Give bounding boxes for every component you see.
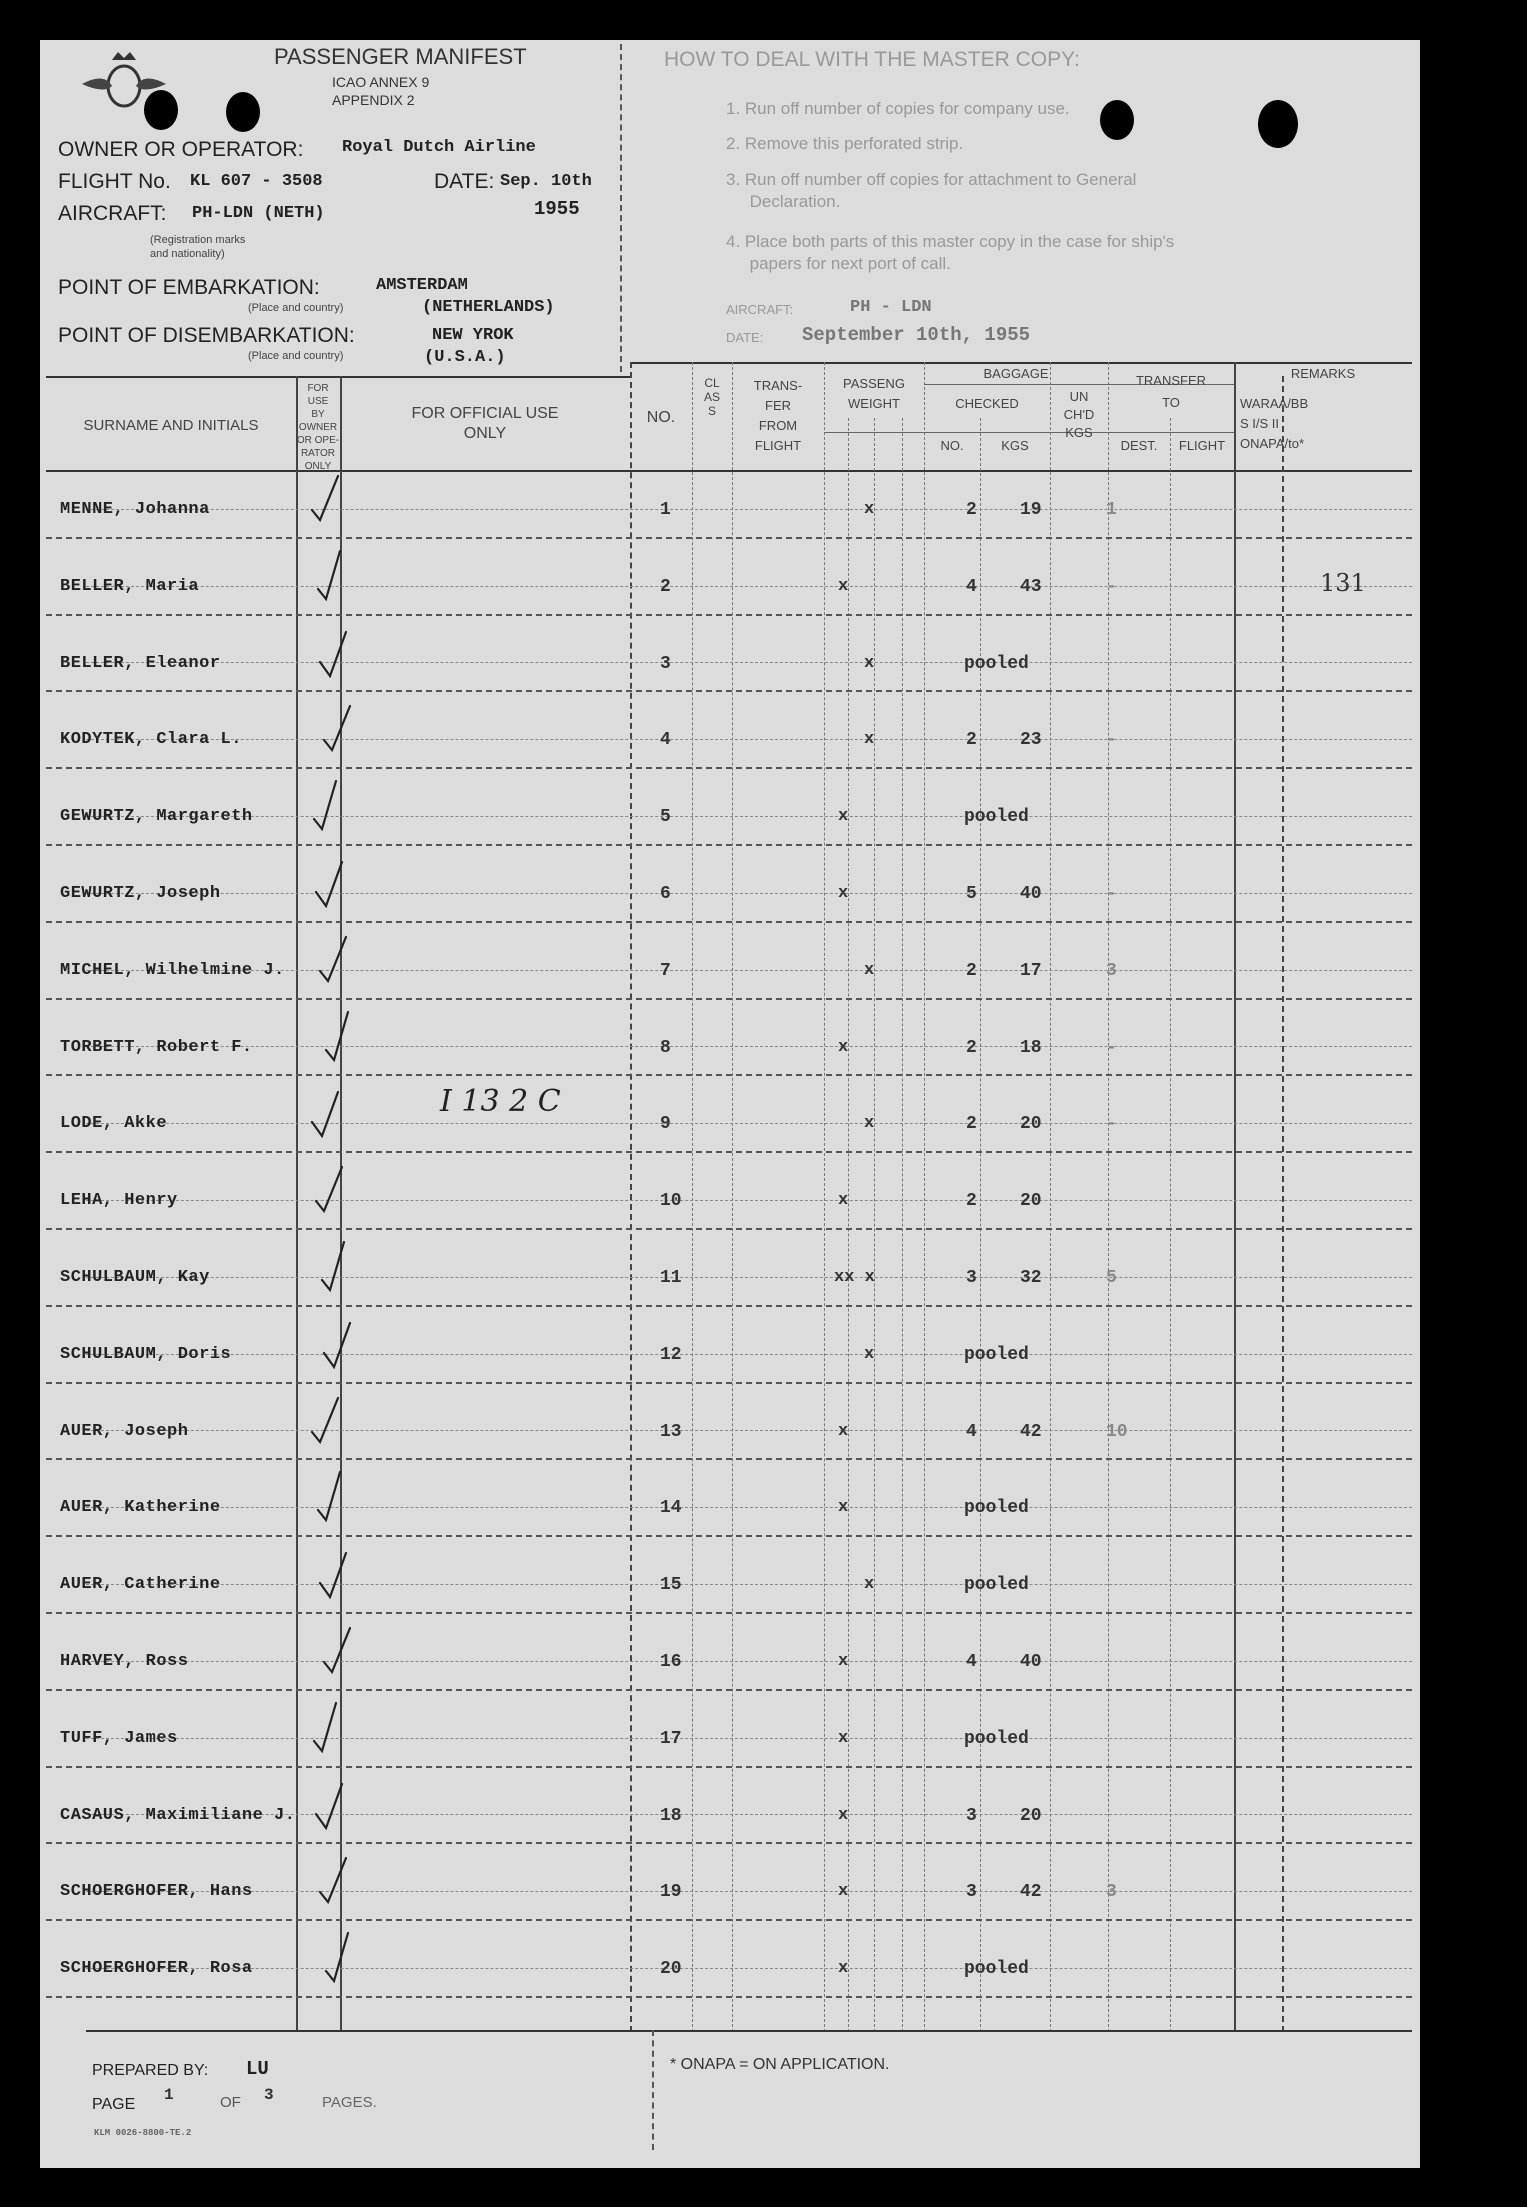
row-rule (46, 690, 1412, 692)
master-copy-heading: HOW TO DEAL WITH THE MASTER COPY: (664, 48, 1080, 71)
header-bottom-rule (46, 470, 1412, 472)
passenger-name: SCHULBAUM, Doris (60, 1344, 232, 1364)
passenger-no: 17 (660, 1728, 682, 1749)
row-rule (46, 1996, 1412, 1998)
bag-kgs: 42 (1020, 1882, 1042, 1903)
checkmark-icon (314, 1163, 344, 1215)
bag-kgs: 19 (1020, 500, 1042, 520)
date-value: Sep. 10th (500, 172, 592, 191)
remark: 131 (1320, 568, 1366, 597)
passenger-name: MENNE, Johanna (60, 500, 210, 519)
header-passeng-weight: PASSENG WEIGHT (843, 376, 905, 411)
disembarkation-sub: (Place and country) (248, 350, 344, 362)
prepared-by-label: PREPARED BY: (92, 2062, 209, 2079)
header-class: CLASS (703, 376, 720, 418)
passenger-name: LODE, Akke (60, 1114, 168, 1134)
unchecked-kgs: 3 (1106, 960, 1117, 981)
row-rule (86, 1507, 1412, 1508)
registration-note: (Registration marks (150, 234, 246, 246)
weight-mark: x (838, 807, 849, 827)
passenger-name: BELLER, Eleanor (60, 653, 221, 673)
bag-kgs: 40 (1020, 1652, 1042, 1672)
passenger-no: 2 (660, 576, 671, 597)
embarkation-value: AMSTERDAM (376, 276, 468, 295)
strip-date-value: September 10th, 1955 (802, 324, 1031, 346)
disembarkation-label: POINT OF DISEMBARKATION: (58, 324, 355, 347)
page-label: PAGE (92, 2096, 136, 2113)
passenger-name: LEHA, Henry (60, 1191, 178, 1211)
flight-value: KL 607 - 3508 (190, 172, 323, 191)
appendix-line: APPENDIX 2 (332, 92, 415, 108)
row-rule (86, 1584, 1412, 1585)
row-rule (46, 1151, 1412, 1153)
weight-mark: xx x (834, 1268, 875, 1287)
bag-count: 5 (966, 884, 977, 904)
bag-count: pooled (964, 1498, 1029, 1519)
row-rule (46, 844, 1412, 846)
bag-kgs: 20 (1020, 1191, 1042, 1212)
checkmark-icon (322, 1624, 352, 1676)
header-checked-no: NO. (940, 438, 964, 453)
flight-label: FLIGHT No. (58, 170, 171, 193)
instruction-3: 3. Run off number off copies for attachment to General (726, 170, 1137, 189)
bag-count: pooled (964, 807, 1029, 828)
row-rule (86, 1123, 1412, 1124)
row-rule (86, 970, 1412, 971)
unchecked-kgs: 1 (1106, 500, 1117, 520)
footnote: * ONAPA = ON APPLICATION. (670, 2056, 890, 2073)
row-rule (86, 1968, 1412, 1969)
row-rule (86, 1200, 1412, 1201)
header-remarks-codes: WARAA/BB S I/S II ONAPA/to* (1240, 396, 1309, 451)
instruction-4-cont: papers for next port of call. (726, 254, 951, 273)
passenger-no: 4 (660, 730, 671, 751)
passenger-name: TORBETT, Robert F. (60, 1037, 253, 1057)
weight-mark: x (864, 1344, 875, 1364)
manifest-sheet (40, 40, 1420, 2168)
header-checked: CHECKED (955, 396, 1019, 411)
passenger-no: 20 (660, 1959, 682, 1980)
weight-mark: x (838, 1652, 849, 1671)
unchecked-kgs: - (1106, 730, 1117, 751)
bag-count: 3 (966, 1805, 977, 1826)
bag-kgs: 20 (1020, 1805, 1042, 1826)
weight-mark: x (864, 730, 875, 750)
row-rule (46, 1689, 1412, 1691)
header-unchecked: UN CH'D KGS (1063, 389, 1095, 440)
bag-count: pooled (964, 1959, 1029, 1980)
weight-mark: x (838, 1191, 849, 1211)
passenger-name: KODYTEK, Clara L. (60, 730, 242, 750)
passenger-name: AUER, Katherine (60, 1498, 221, 1518)
header-official-use: FOR OFFICIAL USE ONLY (411, 405, 559, 442)
row-rule (46, 1612, 1412, 1614)
col-rule (732, 362, 733, 2032)
row-rule (46, 614, 1412, 616)
of-label: OF (220, 2094, 241, 2111)
weight-mark: x (838, 576, 849, 596)
header-no: NO. (646, 409, 676, 426)
unchecked-kgs: 10 (1106, 1421, 1128, 1442)
weight-mark: x (864, 653, 875, 673)
row-rule (46, 767, 1412, 769)
checkmark-icon (318, 1854, 348, 1906)
weight-mark: x (838, 1728, 849, 1748)
bag-count: 4 (966, 1652, 977, 1672)
sub-header-rule (1108, 432, 1234, 433)
weight-mark: x (838, 1037, 849, 1057)
row-rule (86, 1430, 1412, 1431)
date-year: 1955 (534, 198, 580, 220)
bag-kgs: 43 (1020, 576, 1042, 597)
row-rule (46, 1458, 1412, 1460)
row-rule (46, 1228, 1412, 1230)
passenger-name: SCHOERGHOFER, Rosa (60, 1959, 253, 1979)
passenger-no: 15 (660, 1575, 682, 1596)
strip-date-label: DATE: (726, 330, 764, 345)
passenger-no: 11 (660, 1268, 682, 1288)
table-top-rule-right (630, 362, 1412, 364)
col-rule (1170, 418, 1171, 2032)
row-rule (86, 1046, 1412, 1047)
passenger-no: 10 (660, 1191, 682, 1212)
header-baggage: BAGGAGE (983, 366, 1049, 381)
bag-kgs: 18 (1020, 1037, 1042, 1058)
weight-mark: x (838, 1421, 849, 1441)
header-remarks: REMARKS (1290, 366, 1356, 381)
passenger-no: 12 (660, 1344, 682, 1365)
header-surname: SURNAME AND INITIALS (83, 417, 259, 434)
annex-line: ICAO ANNEX 9 (332, 74, 430, 90)
row-rule (86, 739, 1412, 740)
checkmark-icon (310, 779, 340, 831)
checkmark-icon (310, 1394, 340, 1446)
punch-hole (1100, 100, 1134, 140)
passenger-no: 13 (660, 1421, 682, 1442)
unchecked-kgs: 5 (1106, 1268, 1117, 1288)
passenger-no: 19 (660, 1882, 682, 1903)
row-rule (46, 921, 1412, 923)
punch-hole (226, 92, 260, 132)
passenger-name: BELLER, Maria (60, 576, 200, 596)
bag-kgs: 23 (1020, 730, 1042, 751)
row-rule (86, 586, 1412, 587)
weight-mark: x (838, 1882, 849, 1902)
aircraft-value: PH-LDN (NETH) (192, 204, 325, 223)
passenger-name: SCHULBAUM, Kay (60, 1268, 210, 1287)
instruction-2: 2. Remove this perforated strip. (726, 134, 964, 153)
row-rule (86, 1891, 1412, 1892)
row-rule (46, 1919, 1412, 1921)
passenger-no: 8 (660, 1037, 671, 1058)
checkmark-icon (314, 1470, 344, 1522)
col-rule (1108, 362, 1109, 2032)
row-rule (46, 537, 1412, 539)
passenger-no: 18 (660, 1805, 682, 1826)
row-rule (46, 1074, 1412, 1076)
header-dest: DEST. (1120, 438, 1158, 453)
checkmark-icon (318, 1240, 348, 1292)
bag-count: pooled (964, 1728, 1029, 1749)
owner-label: OWNER OR OPERATOR: (58, 138, 304, 161)
table-top-rule (46, 376, 630, 378)
row-rule (46, 1535, 1412, 1537)
checkmark-icon (310, 1701, 340, 1753)
bag-count: 3 (966, 1882, 977, 1903)
bag-count: 2 (966, 1191, 977, 1212)
row-rule (86, 893, 1412, 894)
weight-mark: x (838, 884, 849, 903)
bag-count: 2 (966, 1037, 977, 1058)
passenger-name: GEWURTZ, Margareth (60, 807, 253, 827)
checkmark-icon (322, 702, 352, 754)
checkmark-icon (318, 1547, 348, 1599)
official-note: I 13 2 C (440, 1084, 561, 1119)
bag-count: 2 (966, 500, 977, 520)
passenger-no: 16 (660, 1652, 682, 1672)
passenger-name: HARVEY, Ross (60, 1652, 189, 1671)
owner-value: Royal Dutch Airline (342, 138, 536, 157)
passenger-name: SCHOERGHOFER, Hans (60, 1882, 253, 1902)
embarkation-sub: (Place and country) (248, 302, 344, 314)
row-rule (86, 509, 1412, 510)
bag-kgs: 32 (1020, 1268, 1042, 1288)
passenger-no: 6 (660, 884, 671, 904)
weight-mark: x (864, 960, 875, 980)
bag-count: 4 (966, 576, 977, 597)
passenger-no: 1 (660, 500, 671, 520)
bag-count: 2 (966, 730, 977, 751)
prepared-by-value: LU (246, 2058, 269, 2080)
weight-mark: x (838, 1805, 849, 1825)
strip-aircraft-value: PH - LDN (850, 298, 932, 317)
unchecked-kgs: - (1106, 1114, 1117, 1135)
perforation-line (652, 2030, 654, 2150)
row-rule (86, 1738, 1412, 1739)
bag-count: pooled (964, 1575, 1029, 1596)
col-rule (296, 376, 298, 2032)
bag-kgs: 40 (1020, 884, 1042, 904)
bag-count: pooled (964, 1344, 1029, 1365)
header-transfer-to: TRANSFER TO (1135, 373, 1207, 410)
form-code: KLM 0026-8800-TE.2 (94, 2128, 192, 2138)
col-rule (902, 418, 903, 2032)
row-rule (46, 1382, 1412, 1384)
row-rule (86, 662, 1412, 663)
checkmark-icon (318, 626, 348, 678)
pages-label: PAGES. (322, 2094, 377, 2111)
checkmark-icon (322, 1317, 352, 1369)
disembarkation-country: (U.S.A.) (424, 348, 506, 367)
col-rule (1282, 376, 1284, 2032)
passenger-no: 7 (660, 960, 671, 981)
row-rule (46, 1305, 1412, 1307)
row-rule (86, 1354, 1412, 1355)
bag-kgs: 20 (1020, 1114, 1042, 1135)
unchecked-kgs: - (1106, 576, 1117, 597)
checkmark-icon (322, 1010, 352, 1062)
instruction-4: 4. Place both parts of this master copy in the case for ship's (726, 232, 1175, 251)
page-total: 3 (264, 2086, 274, 2104)
table-bottom-rule (86, 2030, 1412, 2032)
date-label: DATE: (434, 170, 495, 193)
bag-kgs: 17 (1020, 960, 1042, 981)
weight-mark: x (864, 1575, 875, 1595)
passenger-no: 3 (660, 653, 671, 674)
row-rule (46, 1842, 1412, 1844)
checkmark-icon (322, 1931, 352, 1983)
header-flight: FLIGHT (1178, 438, 1226, 453)
bag-kgs: 42 (1020, 1421, 1042, 1442)
row-rule (46, 998, 1412, 1000)
col-rule (1234, 362, 1236, 2032)
manifest-title: PASSENGER MANIFEST (274, 44, 527, 69)
col-rule (824, 362, 825, 2032)
aircraft-label: AIRCRAFT: (58, 202, 167, 225)
col-rule (1050, 362, 1051, 2032)
col-rule (692, 362, 693, 2032)
row-rule (86, 1277, 1412, 1278)
registration-note: and nationality) (150, 248, 225, 260)
weight-mark: x (838, 1959, 849, 1979)
col-rule (924, 362, 925, 2032)
embarkation-label: POINT OF EMBARKATION: (58, 276, 320, 299)
bag-count: 4 (966, 1421, 977, 1442)
passenger-name: MICHEL, Wilhelmine J. (60, 960, 285, 980)
passenger-name: TUFF, James (60, 1728, 178, 1748)
disembarkation-value: NEW YROK (432, 326, 514, 345)
page-value: 1 (164, 2086, 174, 2104)
punch-hole (1258, 100, 1298, 148)
checkmark-icon (310, 1086, 340, 1138)
checkmark-icon (314, 856, 344, 908)
airline-logo-icon (76, 46, 172, 116)
passenger-name: AUER, Joseph (60, 1421, 189, 1441)
perforation-line (620, 44, 622, 372)
row-rule (86, 1661, 1412, 1662)
bag-count: pooled (964, 653, 1029, 674)
embarkation-country: (NETHERLANDS) (422, 298, 555, 317)
checkmark-icon (310, 472, 340, 524)
checkmark-icon (318, 933, 348, 985)
passenger-no: 9 (660, 1114, 671, 1135)
weight-mark: x (864, 500, 875, 519)
header-checked-kgs: KGS (1001, 438, 1029, 453)
passenger-name: AUER, Catherine (60, 1575, 221, 1595)
col-rule (848, 418, 849, 2032)
instruction-1: 1. Run off number of copies for company use. (726, 99, 1070, 118)
weight-mark: x (838, 1498, 849, 1518)
unchecked-kgs: - (1106, 884, 1117, 904)
unchecked-kgs: 3 (1106, 1882, 1117, 1903)
bag-count: 2 (966, 960, 977, 981)
header-for-use: FOR USE BY OWNER OR OPE- RATOR ONLY (296, 383, 340, 472)
bag-count: 2 (966, 1114, 977, 1135)
weight-mark: x (864, 1114, 875, 1134)
checkmark-icon (314, 1778, 344, 1830)
row-rule (46, 1766, 1412, 1768)
passenger-name: CASAUS, Maximiliane J. (60, 1805, 296, 1825)
checkmark-icon (314, 549, 344, 601)
bag-count: 3 (966, 1268, 977, 1288)
col-rule (630, 362, 632, 2032)
header-transfer-from: TRANS- FER FROM FLIGHT (753, 378, 803, 453)
unchecked-kgs: - (1106, 1037, 1117, 1058)
strip-aircraft-label: AIRCRAFT: (726, 302, 794, 317)
row-rule (86, 816, 1412, 817)
instruction-3-cont: Declaration. (726, 192, 841, 211)
passenger-name: GEWURTZ, Joseph (60, 884, 221, 903)
passenger-no: 14 (660, 1498, 682, 1519)
passenger-no: 5 (660, 807, 671, 828)
